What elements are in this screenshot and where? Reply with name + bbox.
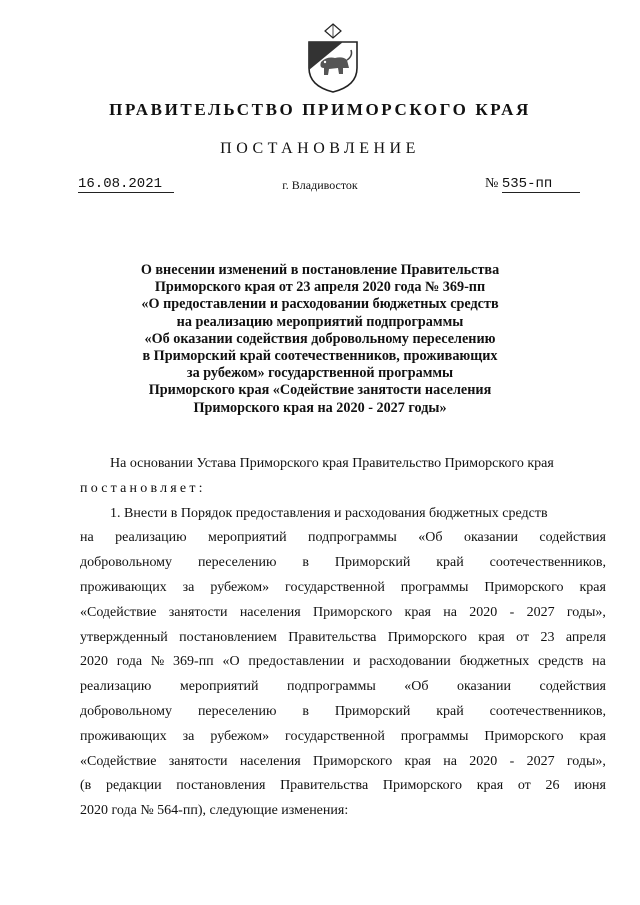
word: 2020 [469,604,498,620]
preamble-line: На основании Устава Приморского края Правительство Приморского края [110,456,554,471]
coat-of-arms-emblem [303,22,363,94]
word: реализацию [80,679,152,695]
document-number [485,176,552,192]
word: содействия [539,530,606,546]
resolution-word: постановляет: [80,480,206,496]
word: содействия [539,679,606,695]
word: апреля [565,629,606,645]
item-1-line [80,650,606,675]
word: утвержденный [80,629,168,645]
word: 369-пп [173,654,214,670]
item-1-line [80,576,606,601]
word: края [476,778,504,794]
word: постановления [176,778,266,794]
word: годы», [566,604,606,620]
word: на [592,654,606,670]
word: - [509,753,515,769]
item-1-line: 1. Внести в Порядок предоставления и расходования бюджетных средств [110,505,548,521]
word: соотечественников, [489,703,606,719]
item-1-line [80,626,606,651]
word: края [404,604,431,620]
word: предоставлении [248,654,345,670]
word: занятости [168,753,228,769]
title-line: «Об оказании содействия добровольному переселению [144,330,496,347]
word: 2027 [526,753,555,769]
word: «О [222,654,240,670]
word: «Содействие [80,604,157,620]
word: на [443,753,457,769]
word: реализацию [115,530,187,546]
word: года [116,654,143,670]
item-1-line [80,526,606,551]
word: Правительства [280,778,369,794]
item-1-line [80,774,606,799]
word: июня [574,778,606,794]
number-underline [502,192,580,193]
word: государственной [285,728,385,744]
title-line: «О предоставлении и расходовании бюджетных средств [141,296,499,313]
word: средств [538,654,584,670]
word: занятости [168,604,228,620]
document-title [100,262,540,417]
word: мероприятий [179,679,259,695]
word: программы [400,579,469,595]
item-1-line [80,675,606,700]
word: переселению [197,555,277,571]
word: «Содействие [80,753,157,769]
word: - [509,604,515,620]
word: Приморского [387,629,467,645]
word: 2020 [469,753,498,769]
word: «Об [404,679,429,695]
word: 23 [540,629,555,645]
word: Приморский [334,703,411,719]
number-prefix: № [485,176,502,191]
word: мероприятий [207,530,287,546]
word: переселению [197,703,277,719]
word: Приморского [382,778,463,794]
word: рубежом» [210,728,270,744]
word: за [182,728,195,744]
word: края [478,629,505,645]
word: постановлением [179,629,277,645]
item-1-line [80,551,606,576]
word: Приморский [334,555,411,571]
item-1-line [80,725,606,750]
word: в [302,703,309,719]
word: края [404,753,431,769]
word: № [150,654,165,670]
word: края [579,728,606,744]
word: расходовании [369,654,451,670]
title-line: Приморского края от 23 апреля 2020 года № 369-пп [154,279,486,296]
word: подпрограммы [286,679,376,695]
word: Приморского [484,579,564,595]
word: на [80,530,94,546]
item-1-line [80,700,606,725]
number-value: 535-пп [501,176,553,192]
document-date: 16.08.2021 [78,176,163,192]
word: Приморского [484,728,564,744]
word: 26 [545,778,560,794]
word: «Об [418,530,443,546]
title-line: в Приморский край соотечественников, проживающих [142,348,498,365]
item-1-line [80,750,606,775]
document-city: г. Владивосток [282,178,358,192]
word: край [436,555,464,571]
word: годы», [566,753,606,769]
word: край [436,703,464,719]
word: соотечественников, [489,555,606,571]
item-1-line: 2020 года № 564-пп), следующие изменения: [80,803,349,819]
title-line: Приморского края на 2020 - 2027 годы» [193,399,447,416]
word: за [182,579,195,595]
word: проживающих [80,728,167,744]
document-type: ПОСТАНОВЛЕНИЕ [220,140,420,157]
word: на [443,604,457,620]
word: программы [400,728,469,744]
word: Правительства [288,629,377,645]
word: добровольному [80,703,173,719]
item-1-line [80,601,606,626]
document-body [80,452,606,824]
word: государственной [285,579,385,595]
word: рубежом» [210,579,270,595]
word: и [352,654,361,670]
word: края [579,579,606,595]
word: редакции [105,778,162,794]
word: подпрограммы [308,530,397,546]
word: Приморского [313,753,393,769]
organization-name: ПРАВИТЕЛЬСТВО ПРИМОРСКОГО КРАЯ [109,100,531,119]
word: оказании [463,530,518,546]
word: 2020 [80,654,108,670]
word: от [517,778,531,794]
title-line: О внесении изменений в постановление Правительства [140,262,500,278]
title-line: за рубежом» государственной программы [186,365,454,382]
word: Приморского [313,604,393,620]
word: проживающих [80,579,167,595]
word: от [516,629,530,645]
word: добровольному [80,555,173,571]
word: 2027 [526,604,555,620]
title-line: Приморского края «Содействие занятости населения [148,382,492,399]
word: (в [80,778,92,794]
word: в [302,555,309,571]
word: бюджетных [459,654,530,670]
word: оказании [456,679,511,695]
word: населения [239,604,301,620]
word: населения [239,753,301,769]
title-line: на реализацию мероприятий подпрограммы [176,313,464,330]
